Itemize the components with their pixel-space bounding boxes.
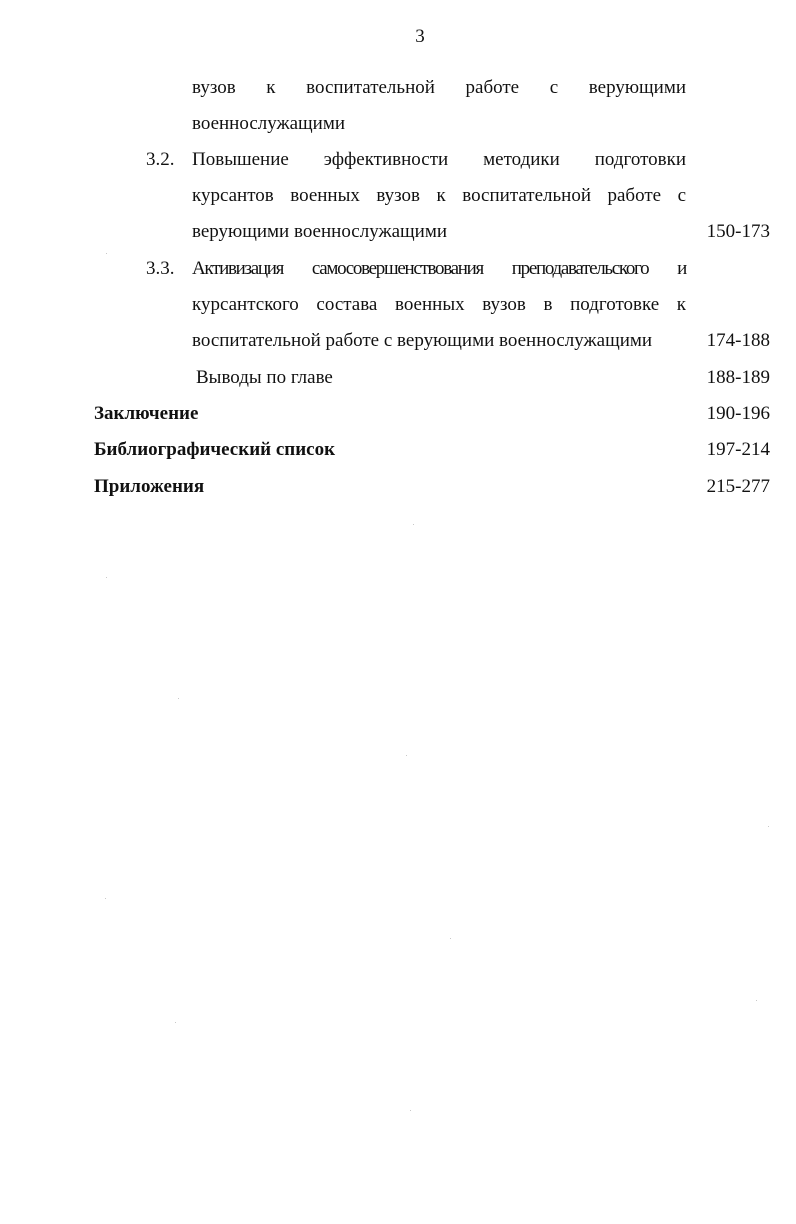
scan-speck bbox=[406, 755, 407, 756]
word: самосовершенствования bbox=[311, 258, 483, 279]
toc-entry-3-3-pages: 174-188 bbox=[706, 330, 770, 351]
scan-speck bbox=[768, 826, 769, 827]
scan-speck bbox=[410, 1110, 411, 1111]
toc-conclusions-pages: 188-189 bbox=[706, 367, 770, 388]
word: курсантского bbox=[192, 294, 299, 315]
word: состава bbox=[316, 294, 378, 315]
toc-entry-3-3-line3: воспитательной работе с верующими военнослужащими bbox=[192, 330, 653, 351]
scan-speck bbox=[413, 524, 414, 525]
word: с bbox=[677, 185, 687, 206]
word: работе bbox=[465, 77, 520, 98]
word: работе bbox=[607, 185, 662, 206]
word: и bbox=[677, 258, 686, 279]
word: вузов bbox=[376, 185, 421, 206]
word: Повышение bbox=[192, 149, 289, 170]
word: в bbox=[543, 294, 553, 315]
word: с bbox=[549, 77, 559, 98]
word: к bbox=[266, 77, 276, 98]
toc-entry-3-3-line1 bbox=[192, 257, 686, 281]
word: вузов bbox=[482, 294, 526, 315]
scan-speck bbox=[175, 1022, 176, 1023]
word: верующими bbox=[588, 77, 687, 98]
toc-entry-3-3-number: 3.3. bbox=[146, 258, 175, 279]
word: вузов bbox=[192, 77, 236, 98]
toc-conclusions-label: Выводы по главе bbox=[196, 367, 333, 388]
word: воспитательной bbox=[462, 185, 592, 206]
page-number: 3 bbox=[415, 26, 425, 47]
word: к bbox=[676, 294, 687, 315]
toc-entry-3-2-line3: верующими военнослужащими bbox=[192, 221, 448, 242]
scan-speck bbox=[756, 1000, 757, 1001]
toc-entry-3-2-line2 bbox=[192, 184, 686, 208]
word: военных bbox=[290, 185, 360, 206]
scan-speck bbox=[450, 938, 451, 939]
toc-appendices-pages: 215-277 bbox=[706, 476, 770, 497]
toc-entry-3-1-continuation-line2: военнослужащими bbox=[192, 113, 346, 134]
word: подготовки bbox=[594, 149, 687, 170]
word: к bbox=[436, 185, 446, 206]
scan-speck bbox=[178, 698, 179, 699]
toc-bibliography-pages: 197-214 bbox=[706, 439, 770, 460]
toc-entry-3-1-continuation-line1 bbox=[192, 76, 686, 100]
toc-conclusion-pages: 190-196 bbox=[706, 403, 770, 424]
toc-conclusion-label: Заключение bbox=[94, 403, 199, 424]
toc-appendices-label: Приложения bbox=[94, 476, 205, 497]
scan-speck bbox=[106, 253, 107, 254]
word: Активизация bbox=[192, 258, 284, 279]
toc-entry-3-2-number: 3.2. bbox=[146, 149, 175, 170]
word: военных bbox=[394, 294, 465, 315]
word: воспитательной bbox=[306, 77, 435, 98]
word: методики bbox=[483, 149, 560, 170]
scan-speck bbox=[105, 898, 106, 899]
scan-speck bbox=[106, 577, 107, 578]
toc-entry-3-2-line1 bbox=[192, 148, 686, 172]
word: курсантов bbox=[192, 185, 274, 206]
toc-bibliography-label: Библиографический список bbox=[94, 439, 336, 460]
word: эффективности bbox=[323, 149, 449, 170]
word: преподавательского bbox=[511, 258, 649, 279]
toc-entry-3-3-line2 bbox=[192, 293, 686, 317]
toc-entry-3-2-pages: 150-173 bbox=[706, 221, 770, 242]
word: подготовке bbox=[570, 294, 660, 315]
